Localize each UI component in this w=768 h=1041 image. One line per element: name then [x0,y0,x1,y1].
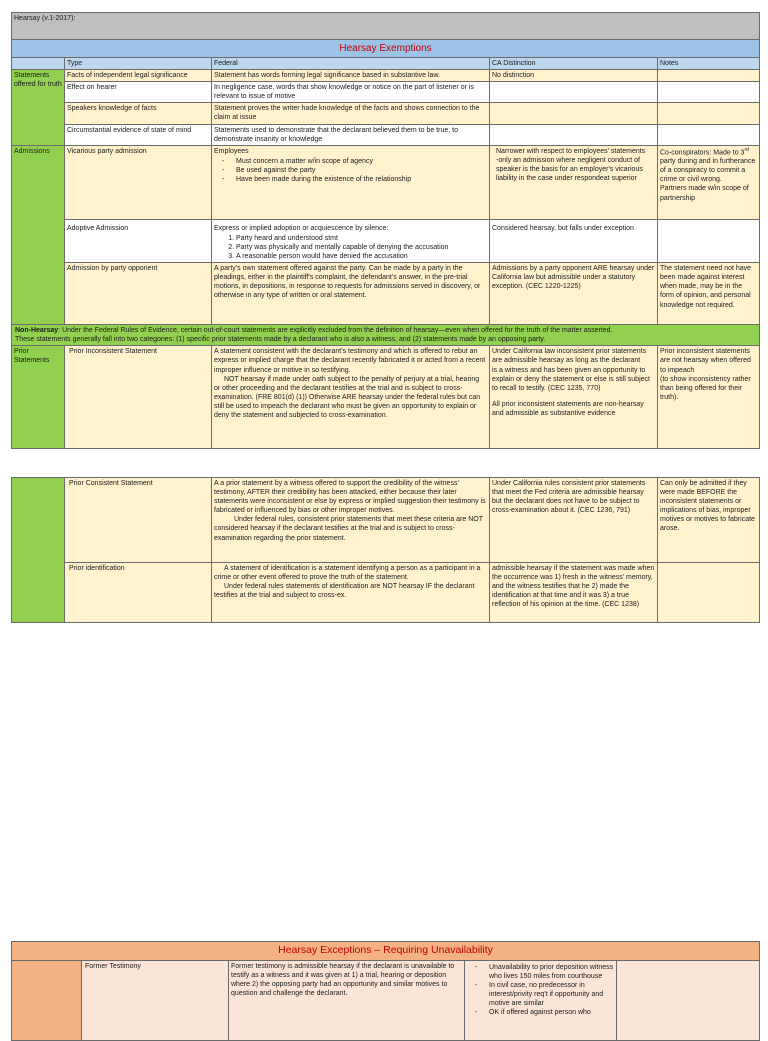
opponent-ca: Admissions by a party opponent ARE hearsay under California law but admissible under a statutory exception. (CEC 1220-1225) [490,263,658,325]
notes-text: Co-conspirators: Made to 3 [660,149,745,157]
former-testimony-ca [465,960,617,1040]
hearsay-exemptions-table [11,12,760,449]
former-testimony-notes [617,960,760,1040]
vicarious-notes [658,145,760,219]
adoptive-federal-intro: Express or implied adoption or acquiescence by silence: [214,224,389,232]
notes-text: Partners made w/in scope of partnership [660,185,749,202]
prior-inconsistent-federal [212,346,490,449]
prior-identification-type: Prior identification [65,563,212,623]
row-notes [658,124,760,145]
header-federal: Federal [212,58,490,70]
list-item: 3. A reasonable person would have denied the accusation [236,252,487,261]
opponent-federal: A party's own statement offered against the party. Can be made by a party in the pleadings, either in the plaintiff's complaint, the defendant's answer, in the pre-trial motions, in depositions, in response to requests for admissions served in discovery, or otherwise in any type of written or oral statement. [212,263,490,325]
federal-para: Under federal rules, consistent prior statements that meet these criteria are NOT considered hearsay if the declarant testifies at the trial and is subject to cross-examination regarding the prior statement. [214,516,483,542]
vicarious-federal-intro: Employees [214,147,249,155]
nonhearsay-text: : Under the Federal Rules of Evidence, certain out-of-court statements are explicitly excluded from the definition of hearsay—even when offered for the truth of the matter asserted. [58,327,613,335]
ca-para: All prior inconsistent statements are non-hearsay and admissible as substantive evidence [492,400,644,417]
ca-para: but the declarant does not have to be subject to cross-examination about it. (CEC 1236, 791) [492,498,640,515]
row-ca [490,124,658,145]
row-type: Speakers knowledge of facts [65,103,212,124]
row-type: Circumstantial evidence of state of mind [65,124,212,145]
row-notes [658,70,760,82]
list-item: - Be used against the party [236,166,487,175]
opponent-notes: The statement need not have been made against interest when made, may be in the form of opinion, and personal knowledge not required. [658,263,760,325]
ca-para: Under California law inconsistent prior statements are admissible hearsay as long as the declarant [492,348,647,365]
prior-consistent-type: Prior Consistent Statement [65,478,212,563]
vicarious-type: Vicarious party admission [65,145,212,219]
prior-inconsistent-ca [490,346,658,449]
vicarious-ca: Narrower with respect to employees' statements -only an admission where negligent conduct of speaker is the basis for an employer's vicarious liability in the case under respondeat superior [490,145,658,219]
list-item: 1. Party heard and understood stmt [236,234,487,243]
adoptive-federal [212,219,490,262]
federal-para: A statement consistent with the declarant's testimony and which is offered to rebut an express or implied charge that the declarant recently fabricated it or acted from a recent improper influence or motive in so testifying. [214,348,486,374]
adoptive-ca: Considered hearsay, but falls under exception [490,219,658,262]
row-federal: Statement proves the writer hade knowledge of the facts and shows connection to the claim at issue [212,103,490,124]
list-item: - Have been made during the existence of the relationship [236,175,487,184]
prior-inconsistent-notes: Prior inconsistent statements are not hearsay when offered to impeach (to show inconsistency rather than being offered for their truth). [658,346,760,449]
adoptive-federal-list [214,234,487,261]
former-testimony-ca-list [467,963,614,1018]
row-federal: Statements used to demonstrate that the declarant believed them to be true, to demonstrate insanity or knowledge [212,124,490,145]
header-blank [12,58,65,70]
adoptive-type: Adoptive Admission [65,219,212,262]
vicarious-federal-list [214,157,487,184]
opponent-type: Admission by party opponent [65,263,212,325]
group-unavailability [12,960,82,1040]
vicarious-federal [212,145,490,219]
federal-para: NOT hearsay if made under oath subject to the penalty of perjury at a trial, hearing or other proceeding and the declarant testifies at the trial and is subject to cross-examination. (FRE 801(d) (1)) Otherwise ARE hearsay under the federal rules but can still be used to impeach the declarant who must be given an opportunity to explain or deny the statement and subjected to cross-examination. [214,375,481,419]
header-notes: Notes [658,58,760,70]
row-ca: No distinction [490,70,658,82]
group-prior-statements-cont [12,478,65,623]
prior-statements-continued-table [11,477,760,623]
prior-identification-federal [212,563,490,623]
header-type: Type [65,58,212,70]
federal-para: Under federal rules statements of identification are NOT hearsay IF the declarant testifies at the trial and subject to cross-ex. [214,583,475,600]
federal-para: A a prior statement by a witness offered to support the credibility of the witness' testimony, AFTER their credibility has been attacked, either because their later statements were inconsistent or else by express or implied suggestion their testimony is fabricated or influenced by bias or other improper motives. [214,480,486,515]
group-admissions: Admissions [12,145,65,324]
ca-para: is a witness and has been given an opportunity to explain or deny the statement or else is still subject to recall to testify. (CEC 1235, 770) [492,366,650,392]
row-notes [658,103,760,124]
hearsay-exceptions-table [11,941,760,1041]
row-federal: Statement has words forming legal significance based in substantive law. [212,70,490,82]
row-ca [490,82,658,103]
header-ca: CA Distinction [490,58,658,70]
section-title-exemptions: Hearsay Exemptions [12,40,760,58]
section-title-exceptions: Hearsay Exceptions – Requiring Unavailability [12,942,760,961]
prior-consistent-notes: Can only be admitted if they were made BEFORE the inconsistent statements or implications of bias, improper motives or motives to fabricate arose. [658,478,760,563]
notes-sup: rd [744,146,749,153]
nonhearsay-note [12,325,760,346]
row-notes [658,82,760,103]
group-prior-statements: Prior Statements [12,346,65,449]
row-federal: In negligence case, words that show knowledge or notice on the part of listener or is relevant to issue of motive [212,82,490,103]
nonhearsay-text-2: These statements generally fall into two categories: (1) specific prior statements made by a declarant who is also a witness, and (2) statements made by an opposing party. [15,336,546,344]
group-statements-offered: Statements offered for truth [12,70,65,146]
list-item: - Must concern a matter w/in scope of agency [236,157,487,166]
prior-consistent-ca [490,478,658,563]
prior-identification-ca: admissible hearsay if the statement was made when the occurrence was 1) fresh in the witness' memory, and the witness testifies that he 2) made the identification at that time and it was 3) a true reflection of his opinion at the time. (CEC 1238) [490,563,658,623]
federal-para: A statement of identification is a statement identifying a person as a participant in a crime or other event offered to prove the truth of the statement. [214,565,481,582]
prior-identification-notes [658,563,760,623]
list-item: 2. Party was physically and mentally capable of denying the accusation [236,243,487,252]
list-item: - OK if offered against person who [489,1008,614,1017]
doc-title: Hearsay (v.1-2017): [12,13,760,40]
row-ca [490,103,658,124]
adoptive-notes [658,219,760,262]
list-item: - Unavailability to prior deposition witness who lives 150 miles from courthouse [489,963,614,981]
prior-consistent-federal [212,478,490,563]
row-type: Facts of independent legal significance [65,70,212,82]
nonhearsay-label: Non-Hearsay [15,327,59,335]
row-type: Effect on hearer [65,82,212,103]
former-testimony-type: Former Testimony [82,960,229,1040]
prior-inconsistent-type: Prior Inconsistent Statement [65,346,212,449]
former-testimony-federal: Former testimony is admissible hearsay if the declarant is unavailable to testify as a witness and it was given at 1) a trial, hearing or deposition where 2) the opposing party had an opportunity and similar motives to question and challenge the declarant. [229,960,465,1040]
list-item: - In civil case, no predecessor in interest/privity req't if opportunity and motive are similar [489,981,614,1008]
ca-para: Under California rules consistent prior statements that meet the Fed criteria are admissible hearsay [492,480,646,497]
notes-text: party during and in furtherance of a conspiracy to commit a crime or civil wrong. [660,158,756,184]
